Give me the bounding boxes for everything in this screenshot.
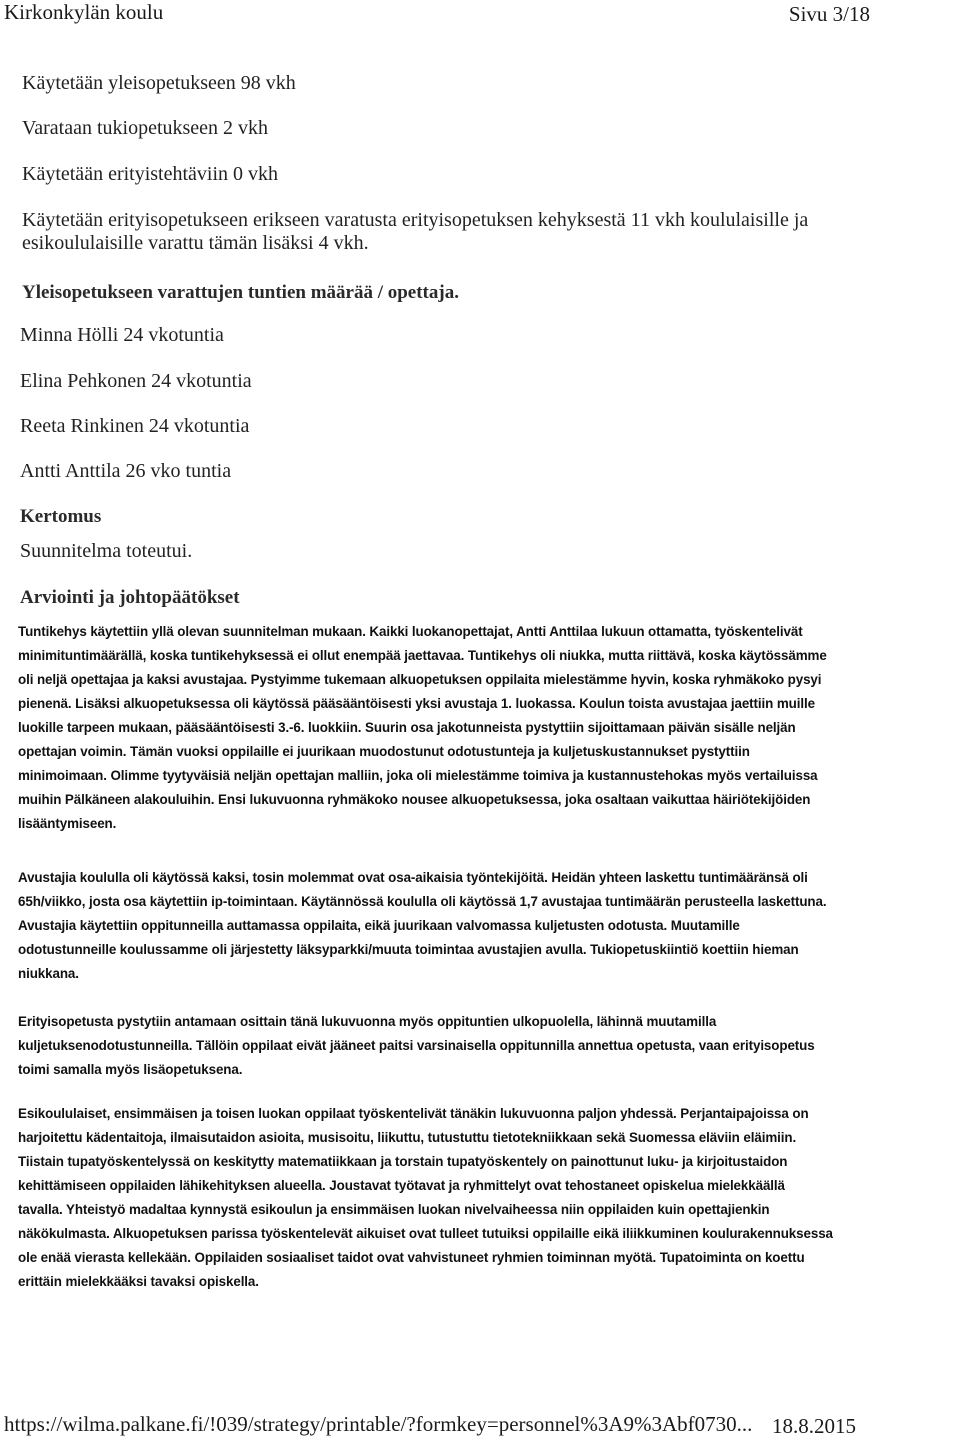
text-line: kuljetuksenodotustunneilla. Tällöin oppilaat eivät jääneet paitsi varsinaisella oppitunnilla annettua opetusta, vaan erityisopetus [18,1038,815,1053]
evaluation-heading: Arviointi ja johtopäätökset [20,587,240,608]
text-line: Esikoululaiset, ensimmäisen ja toisen luokan oppilaat työskentelivät tänäkin lukuvuonna paljon yhdessä. Perjantaipajoissa on [18,1106,809,1121]
footer-date: 18.8.2015 [772,1414,856,1438]
text-line: oli neljä opettajaa ja kaksi avustajaa. Pystyimme tukemaan alkuopetuksen oppilaita mielestämme hyvin, koska ryhmäkoko pysyi [18,672,822,687]
report-heading: Kertomus [20,506,102,527]
page-number: Sivu 3/18 [788,2,870,26]
text-line: harjoitettu kädentaitoja, ilmaisutaidon asioita, musisoitu, liikuttu, tutustuttu tietotekniikkaan sekä Suomessa eläviin eläimiin. [18,1130,797,1145]
text-line: Tiistain tupatyöskentelyssä on keskitytty matematiikkaan ja torstain tupatyöskentely on painottunut luku- ja kirjoitustaidon [18,1154,788,1169]
text-line: minimoimaan. Olimme tyytyväisiä neljän opettajan malliin, joka oli mielestämme toimiva ja kustannustehokas myös vertailuissa [18,768,818,783]
text-line: minimituntimäärällä, koska tuntikehyksessä ei ollut enempää jaettavaa. Tuntikehys oli niukka, mutta riittävä, koska käytössämme [18,648,827,663]
text-line: kehittämiseen oppilaiden lähikehityksen alueella. Joustavat työtavat ja ryhmittelyt ovat tehostaneet opiskelua mielekkäällä [18,1178,785,1193]
text-line: tavalla. Yhteistyö madaltaa kynnystä esikoulun ja ensimmäisen luokan nivelvaiheessa niin oppilaiden kuin opettajienkin [18,1202,770,1217]
text-line: odotustunneille koulussamme oli järjestetty läksyparkki/muuta toimintaa avustajien avulla. Tukiopetuskiintiö koettiin hieman [18,942,799,957]
text-line: näkökulmasta. Alkuopetuksen parissa työskentelevät aikuiset ovat tulleet tutuiksi oppilaille eikä iliikkuminen koulurakennuksessa [18,1226,833,1241]
text-line: toimi samalla myös lisäopetuksena. [18,1062,243,1077]
text-line: Tuntikehys käytettiin yllä olevan suunnitelman mukaan. Kaikki luokanopettajat, Antti Anttilaa lukuun ottamatta, työskentelivät [18,624,803,639]
school-name: Kirkonkylän koulu [4,0,164,24]
teacher-item: Antti Anttila 26 vko tuntia [20,460,232,482]
teacher-item: Reeta Rinkinen 24 vkotuntia [20,415,250,437]
text-line: 65h/viikko, josta osa käytettiin ip-toimintaan. Käytännössä koululla oli käytössä 1,7 avustajaa tuntimäärän perusteella laskettuna. [18,894,827,909]
evaluation-paragraph-1 [18,620,858,836]
text-line: luokille tarpeen mukaan, pääsääntöisesti 3.-6. luokkiin. Suurin osa jakotunneista pystyttiin sijoittamaan päivän sisälle neljän [18,720,796,735]
text-line: Avustajia koululla oli käytössä kaksi, tosin molemmat ovat osa-aikaisia työntekijöitä. Heidän yhteen laskettu tuntimääränsä oli [18,870,808,885]
text-line: muihin Pälkäneen alakouluihin. Ensi lukuvuonna ryhmäkoko nousee alkuopetuksessa, joka osaltaan vaikuttaa häiriötekijöiden [18,792,811,807]
text-line: Erityisopetusta pystytiin antamaan osittain tänä lukuvuonna myös oppituntien ulkopuolella, lähinnä muutamilla [18,1014,717,1029]
text-line: ole enää vierasta kellekään. Oppilaiden sosiaaliset taidot ovat vahvistuneet ryhmien toiminnan myötä. Tupatoiminta on koettu [18,1250,805,1265]
text-line: erittäin mielekkääksi tavaksi opiskella. [18,1274,259,1289]
teacher-item: Minna Hölli 24 vkotuntia [20,324,224,346]
allocation-special-tasks: Käytetään erityistehtäviin 0 vkh [22,163,279,185]
footer-url[interactable]: https://wilma.palkane.fi/!039/strategy/printable/?formkey=personnel%3A9%3Abf0730... [4,1412,753,1436]
allocation-special-education: Käytetään erityisopetukseen erikseen varatusta erityisopetuksen kehyksestä 11 vkh koululaisille ja [22,209,809,231]
allocation-preschool: esikoululaisille varattu tämän lisäksi 4 vkh. [22,232,369,254]
report-text: Suunnitelma toteutui. [20,540,193,562]
evaluation-paragraph-4 [18,1102,858,1294]
teachers-heading: Yleisopetukseen varattujen tuntien määrää / opettaja. [22,282,459,303]
text-line: lisääntymiseen. [18,816,117,831]
text-line: pienenä. Lisäksi alkuopetuksessa oli käytössä pääsääntöisesti yksi avustaja 1. luokassa. Koulun toista avustajaa jaettiin muille [18,696,815,711]
evaluation-paragraph-3 [18,1010,858,1082]
evaluation-paragraph-2 [18,866,858,986]
text-line: Avustajia käytettiin oppitunneilla auttamassa oppilaita, eikä juurikaan valvomassa kuljetusten odotusta. Muutamille [18,918,740,933]
allocation-support: Varataan tukiopetukseen 2 vkh [22,117,269,139]
allocation-general: Käytetään yleisopetukseen 98 vkh [22,72,296,94]
text-line: opettajan voimin. Tämän vuoksi oppilaille ei juurikaan muodostunut odotustunteja ja kuljetuskustannukset pystyttiin [18,744,750,759]
teacher-item: Elina Pehkonen 24 vkotuntia [20,370,252,392]
text-line: niukkana. [18,966,79,981]
